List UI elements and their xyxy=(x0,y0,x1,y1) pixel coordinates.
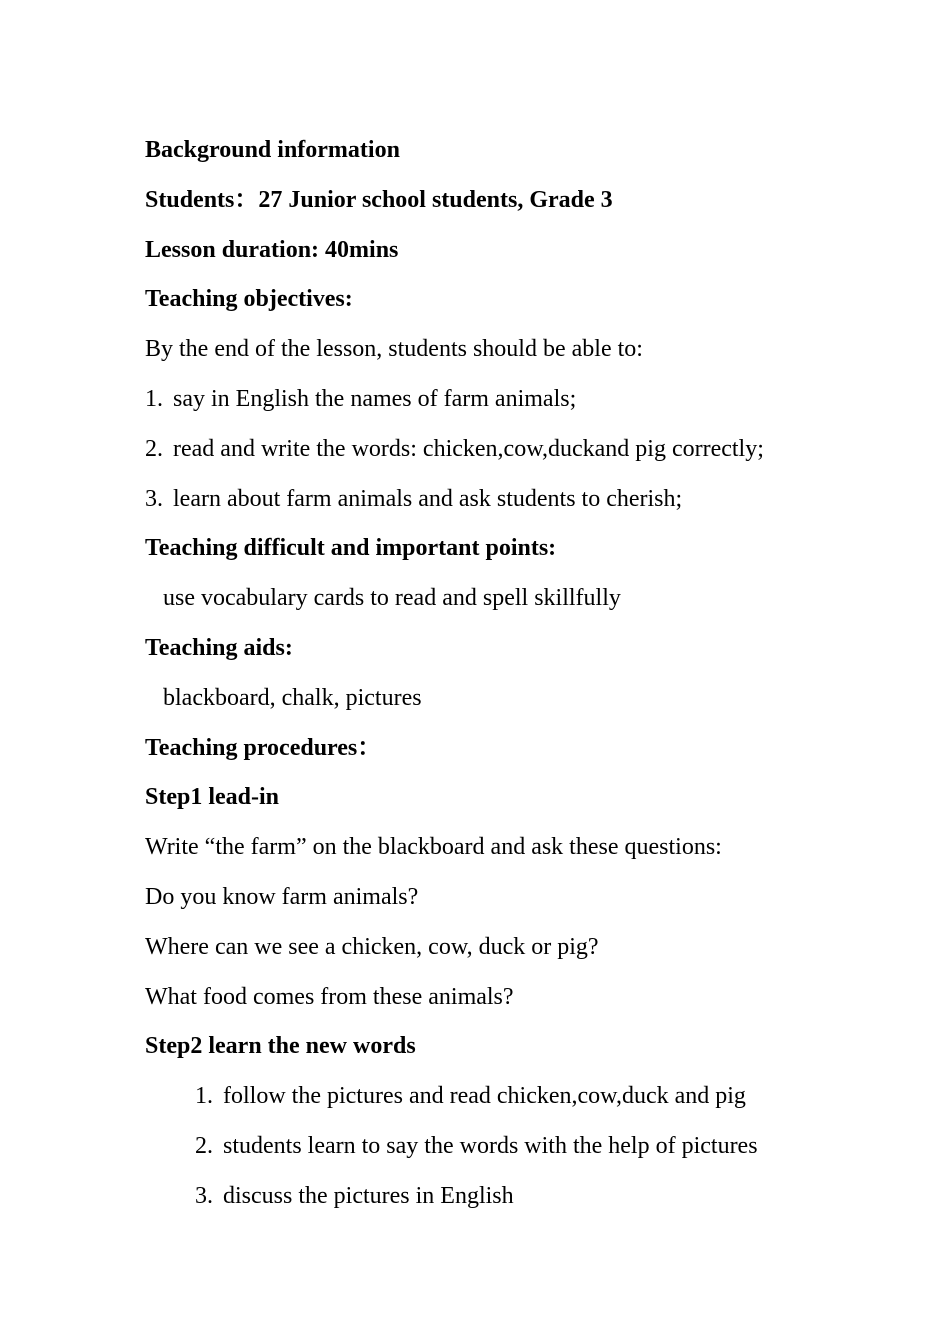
step2-text: discuss the pictures in English xyxy=(223,1182,514,1209)
students-value: 27 Junior school students, Grade 3 xyxy=(258,186,613,213)
document-page xyxy=(145,133,845,1229)
objective-item xyxy=(145,482,845,532)
step1-heading: Step1 lead-in xyxy=(145,784,280,811)
difficult-points-text: use vocabulary cards to read and spell skillfully xyxy=(163,585,621,612)
teaching-aids-text: blackboard, chalk, pictures xyxy=(163,684,422,711)
objective-item xyxy=(145,382,845,432)
procedures-heading: Teaching procedures： xyxy=(145,734,382,761)
step1-line: Where can we see a chicken, cow, duck or pig? xyxy=(145,933,599,960)
step2-number: 3. xyxy=(195,1182,213,1209)
objective-text: say in English the names of farm animals; xyxy=(173,385,577,412)
objectives-intro: By the end of the lesson, students should be able to: xyxy=(145,336,643,363)
objective-number: 2. xyxy=(145,435,163,462)
objective-number: 3. xyxy=(145,485,163,512)
teaching-aids-heading: Teaching aids: xyxy=(145,634,293,661)
objective-number: 1. xyxy=(145,385,163,412)
objective-text: read and write the words: chicken,cow,duckand pig correctly; xyxy=(173,435,764,462)
step2-item xyxy=(145,1079,845,1129)
step1-line: Write “the farm” on the blackboard and ask these questions: xyxy=(145,834,722,861)
step2-text: follow the pictures and read chicken,cow,duck and pig xyxy=(223,1083,746,1110)
step2-item xyxy=(145,1179,845,1229)
objective-text: learn about farm animals and ask students to cherish; xyxy=(173,485,683,512)
students-line xyxy=(145,183,845,233)
step2-item xyxy=(145,1129,845,1179)
difficult-points-heading: Teaching difficult and important points: xyxy=(145,535,557,562)
objectives-heading: Teaching objectives: xyxy=(145,286,353,313)
step1-line: What food comes from these animals? xyxy=(145,983,514,1010)
students-label: Students： xyxy=(145,186,259,213)
lesson-duration: Lesson duration: 40mins xyxy=(145,236,399,263)
step2-number: 1. xyxy=(195,1083,213,1110)
step2-number: 2. xyxy=(195,1132,213,1159)
objective-item xyxy=(145,432,845,482)
step2-heading: Step2 learn the new words xyxy=(145,1033,416,1060)
background-heading: Background information xyxy=(145,137,400,163)
step2-text: students learn to say the words with the help of pictures xyxy=(223,1132,758,1159)
step1-line: Do you know farm animals? xyxy=(145,883,419,910)
